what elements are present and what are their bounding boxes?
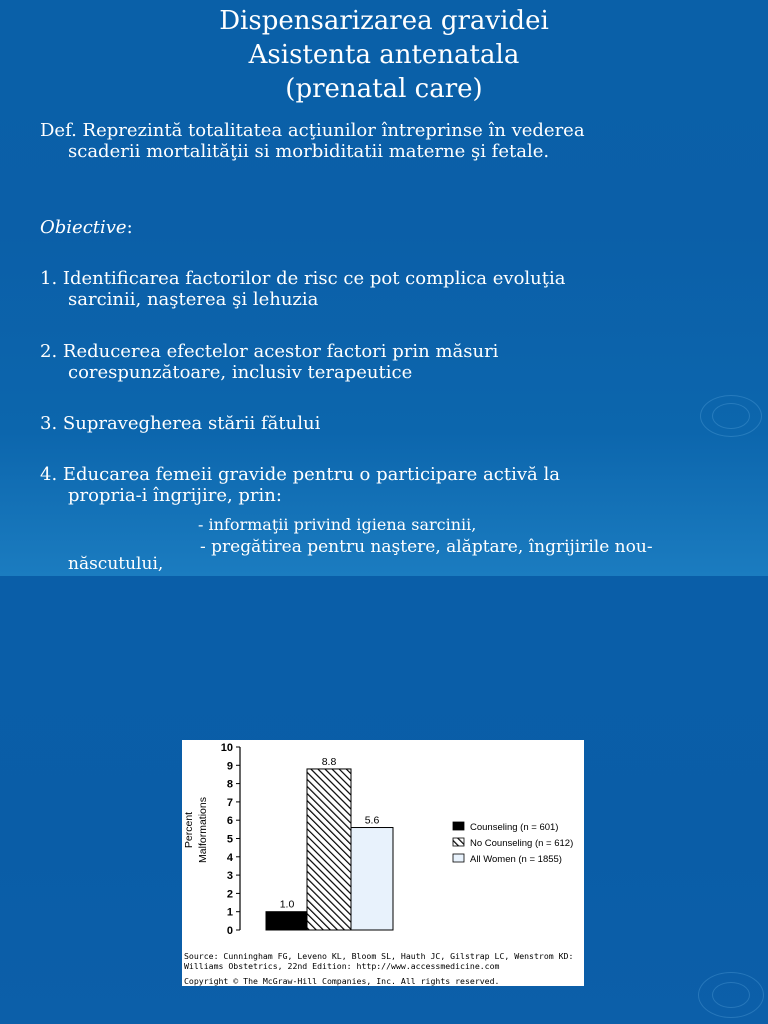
y-tick-label: 10 [220,742,233,754]
legend-entry: All Women (n = 1855) [470,854,562,865]
y-tick-label: 7 [226,796,233,809]
chart-svg [182,740,584,986]
objectives-label: Obiective [40,217,127,238]
legend-entry: Counseling (n = 601) [470,822,559,833]
title-line-2: Asistenta antenatala [248,40,520,70]
bar-value-label: 5.6 [364,814,380,827]
bar-value-label: 8.8 [321,755,337,768]
objective-4-line-1: 4. Educarea femeii gravide pentru o participare activă la [40,464,560,485]
objective-2-line-2: corespunzătoare, inclusiv terapeutice [68,362,413,383]
objective-1-line-1: 1. Identificarea factorilor de risc ce pot complica evoluţia [40,268,566,289]
sub-item-1: - informaţii privind igiena sarcinii, [198,515,477,534]
y-tick-label: 9 [226,760,233,773]
sub-item-2-cont: născutului, [68,554,164,574]
objectives-colon: : [126,217,133,238]
y-tick-label: 6 [226,815,233,828]
legend-entry: No Counseling (n = 612) [470,838,574,849]
legend-swatch [453,854,464,862]
definition-line-2: scaderii mortalităţii si morbiditatii materne şi fetale. [68,141,550,162]
bar-2 [351,828,393,930]
y-tick-label: 2 [226,888,233,901]
y-tick-label: 5 [226,833,233,846]
chart-source-line-3: Copyright © The McGraw-Hill Companies, Inc. All rights reserved. [184,976,500,986]
y-tick-label: 0 [226,925,233,937]
title-line-1: Dispensarizarea gravidei [219,6,549,36]
y-tick-label: 3 [226,870,233,883]
legend-swatch [453,838,464,846]
objective-2-line-1: 2. Reducerea efectelor acestor factori prin măsuri [40,341,499,362]
y-axis-label: Percent [183,811,195,849]
y-axis-label: Malformations [197,797,209,863]
y-tick-label: 1 [226,906,233,919]
chart-source-line-1: Source: Cunningham FG, Leveno KL, Bloom SL, Hauth JC, Gilstrap LC, Wenstrom KD: [184,951,574,961]
objective-4-line-2: propria-i îngrijire, prin: [68,485,282,506]
sub-item-2: - pregătirea pentru naştere, alăptare, îngrijirile nou- [200,537,653,557]
objectives-heading [40,217,133,238]
ripple-decoration [712,982,750,1008]
legend-swatch [453,822,464,830]
bar-0 [266,912,308,930]
objective-3-line-1: 3. Supravegherea stării fătului [40,413,321,434]
malformations-chart [182,740,584,986]
y-tick-label: 8 [226,778,233,791]
y-tick-label: 4 [226,851,233,864]
bar-value-label: 1.0 [279,898,295,911]
ripple-decoration [712,403,750,429]
objective-1-line-2: sarcinii, naşterea şi lehuzia [68,289,319,310]
bar-1 [307,769,351,930]
chart-source-line-2: Williams Obstetrics, 22nd Edition: http://www.accessmedicine.com [184,961,500,971]
title-line-3: (prenatal care) [285,74,483,104]
definition-line-1: Def. Reprezintă totalitatea acţiunilor întreprinse în vederea [40,120,585,141]
